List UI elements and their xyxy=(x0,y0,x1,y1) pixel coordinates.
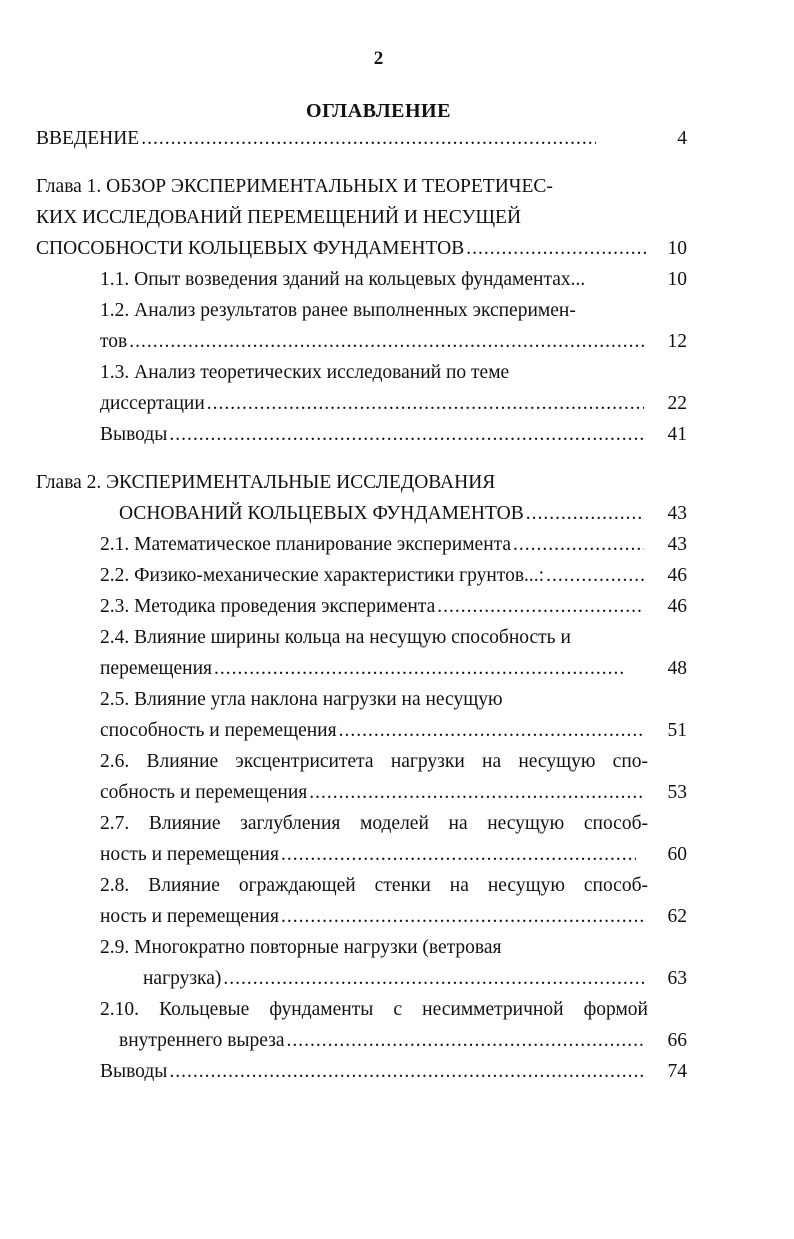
entry-text: ность и перемещения xyxy=(100,844,279,865)
chapter-1-heading-cont: КИХ ИССЛЕДОВАНИЙ ПЕРЕМЕЩЕНИЙ И НЕСУЩЕЙ xyxy=(36,207,522,228)
section-2-3 xyxy=(100,592,644,622)
section-1-2: 1.2. Анализ результатов ранее выполненных эксперимен- xyxy=(100,300,576,321)
entry-text: нагрузка) xyxy=(143,968,222,989)
section-1-3: 1.3. Анализ теоретических исследований по теме xyxy=(100,362,510,383)
leader-dots xyxy=(223,964,644,994)
entry-text: ность и перемещения xyxy=(100,906,279,927)
entry-text: способность и перемещения xyxy=(100,720,337,741)
entry-text: 2.3. Методика проведения эксперимента xyxy=(100,596,436,617)
entry-page: 22 xyxy=(667,393,687,414)
toc-entry-introduction xyxy=(36,124,596,154)
chapter-2-heading: Глава 2. ЭКСПЕРИМЕНТАЛЬНЫЕ ИССЛЕДОВАНИЯ xyxy=(36,472,496,493)
leader-dots xyxy=(281,902,644,932)
chapter-1-heading: Глава 1. ОБЗОР ЭКСПЕРИМЕНТАЛЬНЫХ И ТЕОРЕТИЧЕС- xyxy=(36,176,553,197)
section-2-6-cont xyxy=(100,778,644,808)
section-2-4: 2.4. Влияние ширины кольца на несущую способность и xyxy=(100,627,571,648)
leader-dots xyxy=(169,1057,644,1087)
entry-page: 46 xyxy=(667,565,687,586)
entry-text: внутреннего выреза xyxy=(119,1030,285,1051)
entry-page: 43 xyxy=(667,534,687,555)
section-2-10: 2.10. Кольцевые фундаменты с несимметричной формой xyxy=(100,999,648,1020)
page-number: 2 xyxy=(373,48,384,69)
entry-page: 63 xyxy=(667,968,687,989)
section-2-7: 2.7. Влияние заглубления моделей на несущую способ- xyxy=(100,813,648,834)
entry-page: 62 xyxy=(667,906,687,927)
section-2-8-cont xyxy=(100,902,644,932)
entry-text: Выводы xyxy=(100,424,168,445)
chapter-2-heading-cont xyxy=(119,499,644,529)
section-2-9-cont xyxy=(143,964,644,994)
chapter-1-heading-last xyxy=(36,234,646,264)
entry-page: 74 xyxy=(667,1061,687,1082)
section-2-8: 2.8. Влияние ограждающей стенки на несущую способ- xyxy=(100,875,648,896)
section-1-2-cont xyxy=(100,327,646,357)
section-2-2 xyxy=(100,561,644,591)
entry-page: 12 xyxy=(667,331,687,352)
section-2-10-cont xyxy=(119,1026,644,1056)
leader-dots xyxy=(207,389,644,419)
section-2-1 xyxy=(100,530,644,560)
entry-page: 51 xyxy=(667,720,687,741)
entry-page: 66 xyxy=(667,1030,687,1051)
entry-text: тов xyxy=(100,331,128,352)
leader-dots xyxy=(169,420,644,450)
entry-page: 10 xyxy=(667,238,687,259)
entry-text: Выводы xyxy=(100,1061,168,1082)
section-2-6: 2.6. Влияние эксцентриситета нагрузки на несущую спо- xyxy=(100,751,648,772)
entry-page: 53 xyxy=(667,782,687,803)
leader-dots xyxy=(281,840,636,870)
section-2-9: 2.9. Многократно повторные нагрузки (ветровая xyxy=(100,937,502,958)
entry-text: собность и перемещения xyxy=(100,782,308,803)
section-2-conclusions xyxy=(100,1057,644,1087)
entry-page: 4 xyxy=(677,128,687,149)
entry-text: ВВЕДЕНИЕ xyxy=(36,128,140,149)
leader-dots xyxy=(437,592,644,622)
leader-dots xyxy=(287,1026,644,1056)
leader-dots xyxy=(309,778,644,808)
entry-text: диссертации xyxy=(100,393,205,414)
section-2-4-cont xyxy=(100,654,626,684)
section-2-5-cont xyxy=(100,716,644,746)
section-1-3-cont xyxy=(100,389,644,419)
entry-page: 60 xyxy=(667,844,687,865)
leader-dots xyxy=(513,530,644,560)
leader-dots xyxy=(129,327,646,357)
leader-dots xyxy=(141,124,596,154)
entry-page: 10 xyxy=(667,269,687,290)
entry-text: 2.1. Математическое планирование эксперимента xyxy=(100,534,512,555)
entry-page: 46 xyxy=(667,596,687,617)
leader-dots xyxy=(214,654,626,684)
leader-dots xyxy=(526,499,644,529)
entry-page: 48 xyxy=(667,658,687,679)
entry-text: перемещения xyxy=(100,658,213,679)
leader-dots xyxy=(339,716,644,746)
leader-dots xyxy=(546,561,644,591)
toc-title: ОГЛАВЛЕНИЕ xyxy=(306,100,451,122)
entry-page: 41 xyxy=(667,424,687,445)
section-2-5: 2.5. Влияние угла наклона нагрузки на несущую xyxy=(100,689,503,710)
entry-text: СПОСОБНОСТИ КОЛЬЦЕВЫХ ФУНДАМЕНТОВ xyxy=(36,238,465,259)
section-1-1: 1.1. Опыт возведения зданий на кольцевых фундаментах... xyxy=(100,269,586,290)
entry-text: ОСНОВАНИЙ КОЛЬЦЕВЫХ ФУНДАМЕНТОВ xyxy=(119,503,524,524)
section-2-7-cont xyxy=(100,840,636,870)
entry-page: 43 xyxy=(667,503,687,524)
section-1-conclusions xyxy=(100,420,644,450)
entry-text: 2.2. Физико-механические характеристики грунтов...: xyxy=(100,565,545,586)
leader-dots xyxy=(466,234,646,264)
